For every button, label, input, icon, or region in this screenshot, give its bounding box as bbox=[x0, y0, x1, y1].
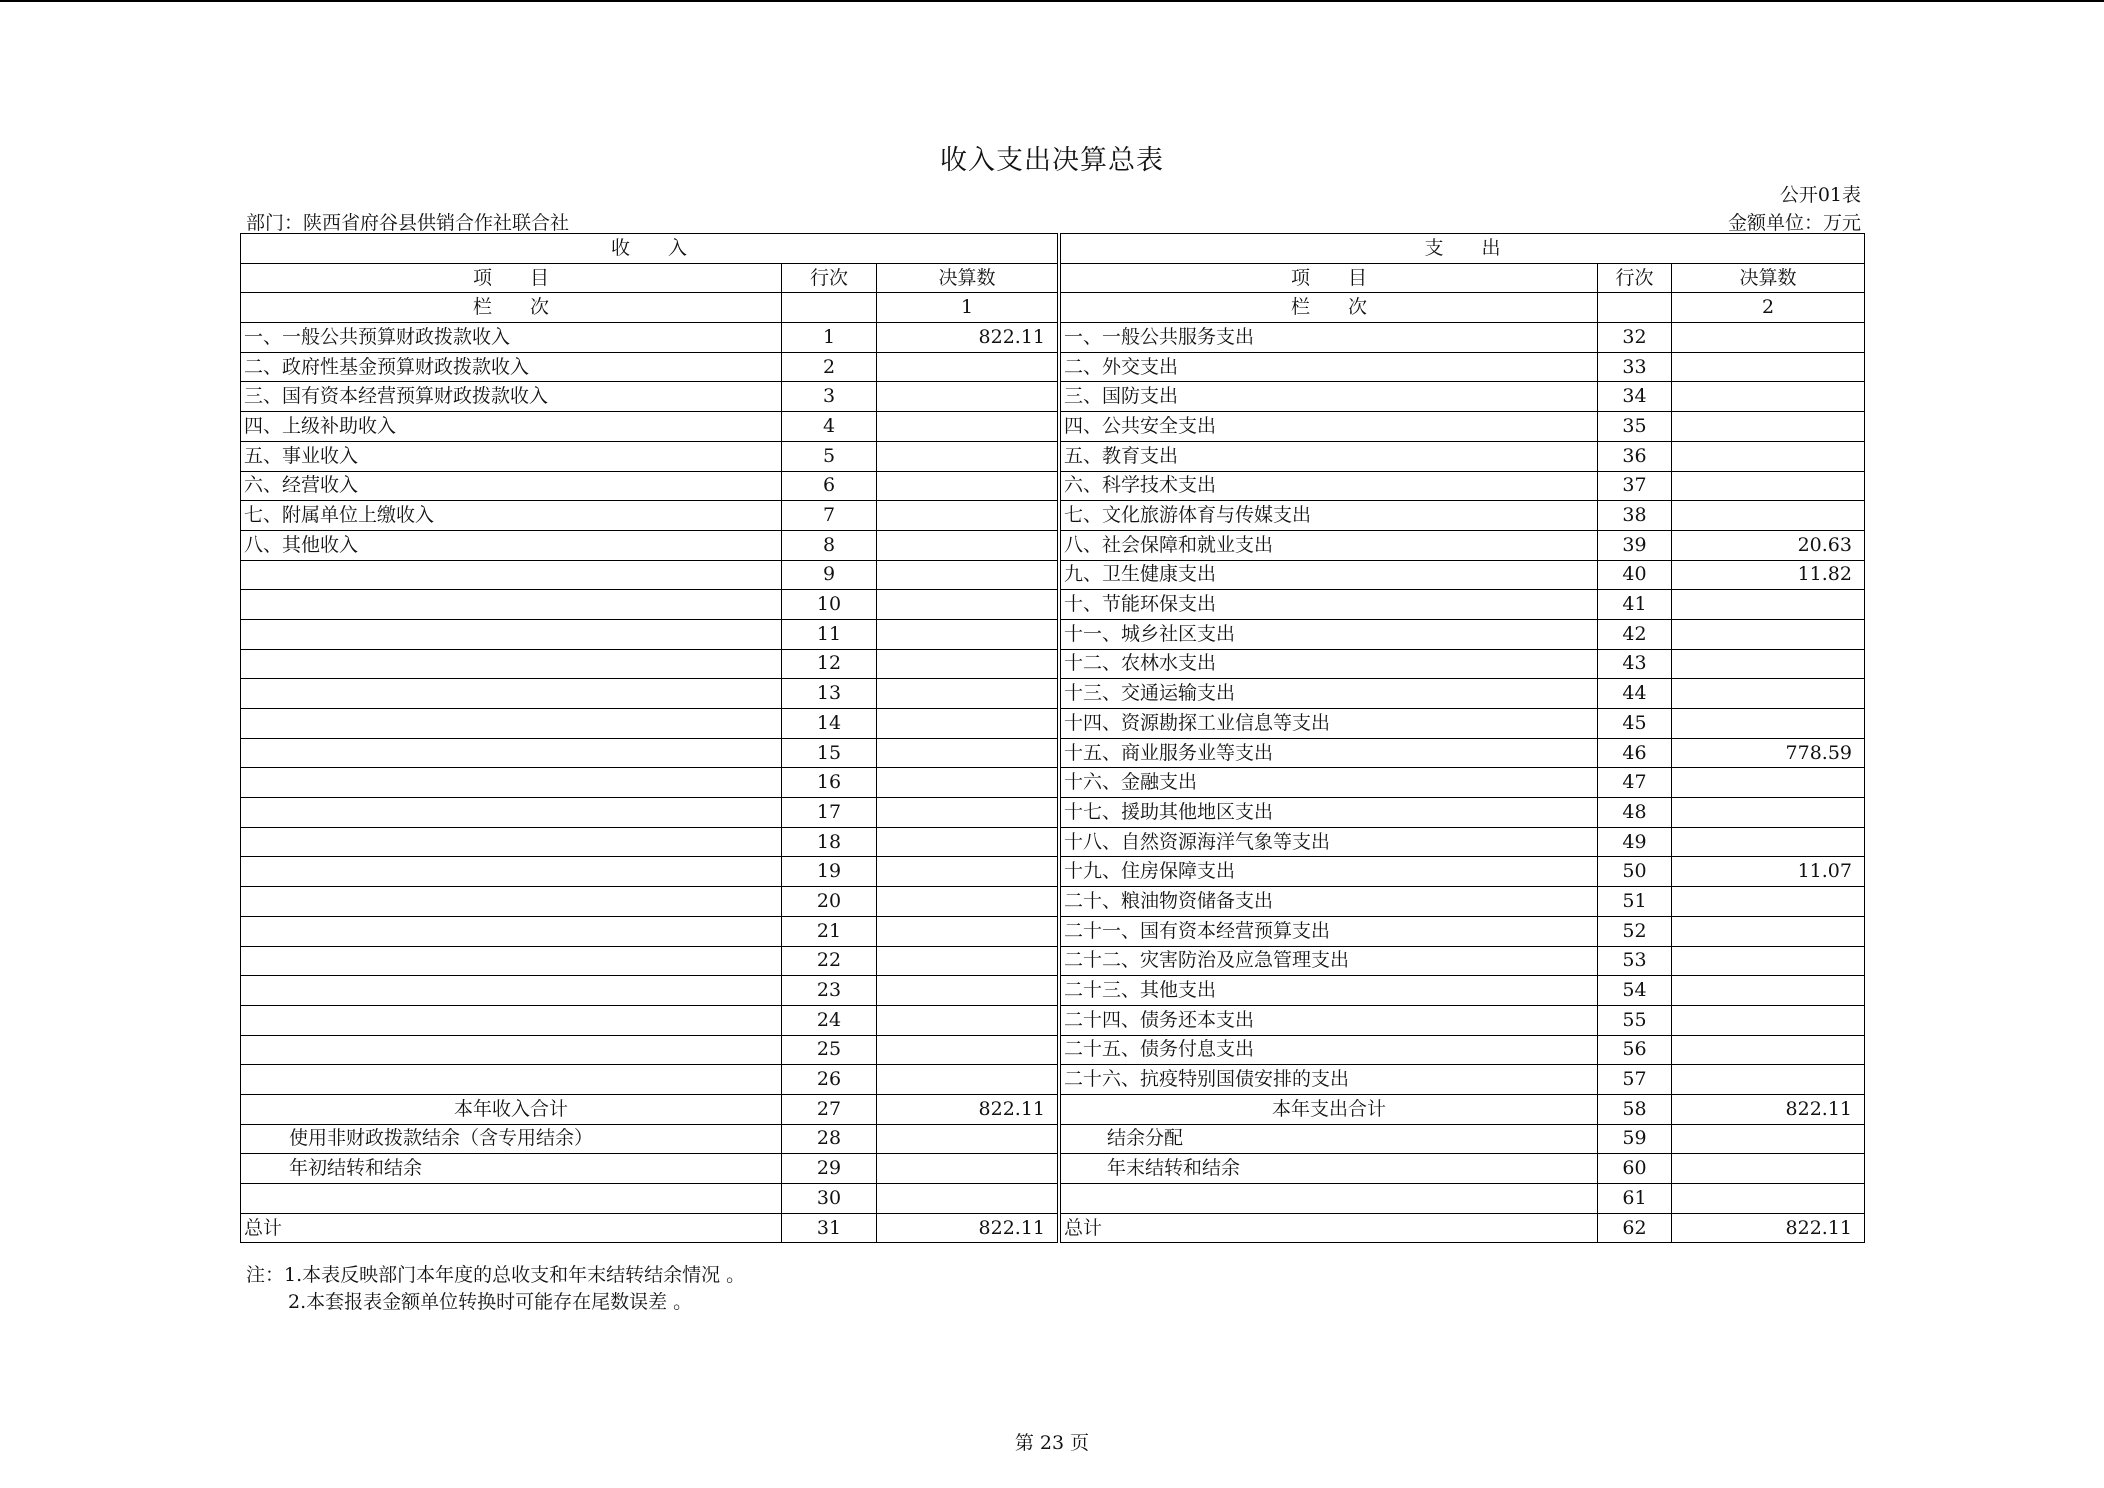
section-header-row bbox=[241, 234, 1865, 264]
expense-item-label: 九、卫生健康支出 bbox=[1061, 560, 1598, 590]
expense-row-number: 41 bbox=[1598, 590, 1672, 620]
grand-expense-no: 62 bbox=[1598, 1213, 1672, 1243]
expense-row-number: 38 bbox=[1598, 501, 1672, 531]
expense-amount bbox=[1672, 471, 1865, 501]
expense-item-label: 二十五、债务付息支出 bbox=[1061, 1035, 1598, 1065]
income-row-number: 7 bbox=[782, 501, 877, 531]
income-lanci-label: 栏 次 bbox=[241, 293, 782, 323]
income-amount bbox=[877, 530, 1058, 560]
income-amount bbox=[877, 590, 1058, 620]
income-row-number: 3 bbox=[782, 382, 877, 412]
income-amount bbox=[877, 382, 1058, 412]
nonfiscal-balance-no: 28 bbox=[782, 1124, 877, 1154]
expense-amount bbox=[1672, 382, 1865, 412]
expense-item-label: 二、外交支出 bbox=[1061, 352, 1598, 382]
expense-item-header: 项 目 bbox=[1061, 263, 1598, 293]
expense-row-number: 32 bbox=[1598, 323, 1672, 353]
page-number: 第 23 页 bbox=[1014, 1432, 1090, 1454]
income-row-number: 12 bbox=[782, 649, 877, 679]
expense-item-label: 五、教育支出 bbox=[1061, 441, 1598, 471]
surplus-distribution-label: 结余分配 bbox=[1061, 1124, 1598, 1154]
income-item-label bbox=[241, 560, 782, 590]
notes bbox=[246, 1262, 745, 1316]
income-row-number: 10 bbox=[782, 590, 877, 620]
income-item-label bbox=[241, 649, 782, 679]
income-item-label bbox=[241, 916, 782, 946]
income-row-number: 22 bbox=[782, 946, 877, 976]
income-amount bbox=[877, 619, 1058, 649]
income-amount bbox=[877, 976, 1058, 1006]
expense-amount bbox=[1672, 352, 1865, 382]
balance-row bbox=[241, 1124, 1865, 1154]
income-item-label bbox=[241, 768, 782, 798]
table-row bbox=[241, 827, 1865, 857]
expense-row-number: 39 bbox=[1598, 530, 1672, 560]
income-amount bbox=[877, 887, 1058, 917]
table-row bbox=[241, 619, 1865, 649]
income-item-label bbox=[241, 619, 782, 649]
surplus-distribution-no: 59 bbox=[1598, 1124, 1672, 1154]
page-title: 收入支出决算总表 bbox=[940, 145, 1164, 176]
income-row-number: 4 bbox=[782, 412, 877, 442]
note-line-2: 2.本套报表金额单位转换时可能存在尾数误差 。 bbox=[288, 1291, 693, 1313]
expense-item-label: 二十一、国有资本经营预算支出 bbox=[1061, 916, 1598, 946]
income-item-label: 四、上级补助收入 bbox=[241, 412, 782, 442]
expense-row-number: 56 bbox=[1598, 1035, 1672, 1065]
expense-amount bbox=[1672, 827, 1865, 857]
expense-amount bbox=[1672, 441, 1865, 471]
expense-row-number: 51 bbox=[1598, 887, 1672, 917]
income-amount bbox=[877, 352, 1058, 382]
grand-income-no: 31 bbox=[782, 1213, 877, 1243]
income-item-label bbox=[241, 798, 782, 828]
expense-amount-header: 决算数 bbox=[1672, 263, 1865, 293]
end-carryover-no: 60 bbox=[1598, 1154, 1672, 1184]
income-amount bbox=[877, 471, 1058, 501]
department-label: 部门：陕西省府谷县供销合作社联合社 bbox=[246, 212, 570, 234]
expense-row-number: 42 bbox=[1598, 619, 1672, 649]
blank-income-amount bbox=[877, 1184, 1058, 1214]
expense-row-number: 52 bbox=[1598, 916, 1672, 946]
expense-item-label: 七、文化旅游体育与传媒支出 bbox=[1061, 501, 1598, 531]
expense-row-header: 行次 bbox=[1598, 263, 1672, 293]
income-row-number: 11 bbox=[782, 619, 877, 649]
income-item-label bbox=[241, 857, 782, 887]
table-row bbox=[241, 1005, 1865, 1035]
expense-item-label: 四、公共安全支出 bbox=[1061, 412, 1598, 442]
table-row bbox=[241, 679, 1865, 709]
table-row bbox=[241, 530, 1865, 560]
expense-item-label: 二十三、其他支出 bbox=[1061, 976, 1598, 1006]
table-row bbox=[241, 1065, 1865, 1095]
expense-amount bbox=[1672, 916, 1865, 946]
expense-amount bbox=[1672, 649, 1865, 679]
expense-amount: 11.07 bbox=[1672, 857, 1865, 887]
grand-income-amount: 822.11 bbox=[877, 1213, 1058, 1243]
expense-row-number: 50 bbox=[1598, 857, 1672, 887]
expense-amount bbox=[1672, 323, 1865, 353]
expense-row-number: 45 bbox=[1598, 709, 1672, 739]
expense-row-number: 49 bbox=[1598, 827, 1672, 857]
income-amount bbox=[877, 946, 1058, 976]
table-row bbox=[241, 768, 1865, 798]
expense-lanci-number: 2 bbox=[1672, 293, 1865, 323]
table-code: 公开01表 bbox=[1779, 184, 1861, 206]
expense-row-number: 48 bbox=[1598, 798, 1672, 828]
begin-carryover-no: 29 bbox=[782, 1154, 877, 1184]
begin-carryover-label: 年初结转和结余 bbox=[241, 1154, 782, 1184]
grand-income-label: 总计 bbox=[241, 1213, 782, 1243]
year-income-total-no: 27 bbox=[782, 1094, 877, 1124]
expense-row-number: 35 bbox=[1598, 412, 1672, 442]
expense-item-label: 二十四、债务还本支出 bbox=[1061, 1005, 1598, 1035]
expense-item-label: 十九、住房保障支出 bbox=[1061, 857, 1598, 887]
income-row-number: 17 bbox=[782, 798, 877, 828]
expense-amount bbox=[1672, 768, 1865, 798]
expense-amount: 778.59 bbox=[1672, 738, 1865, 768]
expense-row-number: 53 bbox=[1598, 946, 1672, 976]
expense-amount bbox=[1672, 412, 1865, 442]
table-row bbox=[241, 798, 1865, 828]
table-row bbox=[241, 471, 1865, 501]
income-row-number: 14 bbox=[782, 709, 877, 739]
income-lanci-number: 1 bbox=[877, 293, 1058, 323]
expense-item-label: 六、科学技术支出 bbox=[1061, 471, 1598, 501]
expense-item-label: 二十、粮油物资储备支出 bbox=[1061, 887, 1598, 917]
expense-item-label: 十八、自然资源海洋气象等支出 bbox=[1061, 827, 1598, 857]
income-row-number: 8 bbox=[782, 530, 877, 560]
expense-amount bbox=[1672, 1035, 1865, 1065]
income-amount bbox=[877, 649, 1058, 679]
expense-row-number: 54 bbox=[1598, 976, 1672, 1006]
expense-amount: 11.82 bbox=[1672, 560, 1865, 590]
table-row bbox=[241, 501, 1865, 531]
expense-amount bbox=[1672, 709, 1865, 739]
expense-row-number: 57 bbox=[1598, 1065, 1672, 1095]
income-amount: 822.11 bbox=[877, 323, 1058, 353]
income-amount bbox=[877, 738, 1058, 768]
expense-row-number: 40 bbox=[1598, 560, 1672, 590]
expense-row-number: 55 bbox=[1598, 1005, 1672, 1035]
income-item-label: 一、一般公共预算财政拨款收入 bbox=[241, 323, 782, 353]
income-item-label: 三、国有资本经营预算财政拨款收入 bbox=[241, 382, 782, 412]
end-carryover-label: 年末结转和结余 bbox=[1061, 1154, 1598, 1184]
table-row bbox=[241, 382, 1865, 412]
blank-income-no: 30 bbox=[782, 1184, 877, 1214]
column-header-row bbox=[241, 263, 1865, 293]
expense-section-header: 支 出 bbox=[1061, 234, 1865, 264]
blank-income-label bbox=[241, 1184, 782, 1214]
income-amount bbox=[877, 798, 1058, 828]
lanci-row bbox=[241, 293, 1865, 323]
income-item-label bbox=[241, 827, 782, 857]
income-expense-table bbox=[240, 233, 1865, 1243]
end-carryover-amount bbox=[1672, 1154, 1865, 1184]
income-item-label: 八、其他收入 bbox=[241, 530, 782, 560]
income-item-label bbox=[241, 887, 782, 917]
top-border bbox=[0, 0, 2104, 2]
expense-item-label: 十七、援助其他地区支出 bbox=[1061, 798, 1598, 828]
income-row-number: 2 bbox=[782, 352, 877, 382]
expense-amount bbox=[1672, 887, 1865, 917]
blank-expense-amount bbox=[1672, 1184, 1865, 1214]
table-row bbox=[241, 323, 1865, 353]
expense-amount bbox=[1672, 501, 1865, 531]
grand-total-row bbox=[241, 1213, 1865, 1243]
income-row-number: 16 bbox=[782, 768, 877, 798]
income-amount-header: 决算数 bbox=[877, 263, 1058, 293]
income-amount bbox=[877, 827, 1058, 857]
expense-item-label: 十四、资源勘探工业信息等支出 bbox=[1061, 709, 1598, 739]
income-amount bbox=[877, 679, 1058, 709]
expense-row-number: 36 bbox=[1598, 441, 1672, 471]
expense-amount bbox=[1672, 590, 1865, 620]
year-income-total-label: 本年收入合计 bbox=[241, 1094, 782, 1124]
blank-expense-no: 61 bbox=[1598, 1184, 1672, 1214]
income-row-header: 行次 bbox=[782, 263, 877, 293]
expense-item-label: 二十六、抗疫特别国债安排的支出 bbox=[1061, 1065, 1598, 1095]
income-item-header: 项 目 bbox=[241, 263, 782, 293]
expense-amount bbox=[1672, 679, 1865, 709]
table-row bbox=[241, 412, 1865, 442]
income-section-header: 收 入 bbox=[241, 234, 1058, 264]
income-item-label bbox=[241, 976, 782, 1006]
year-income-total-amount: 822.11 bbox=[877, 1094, 1058, 1124]
income-item-label bbox=[241, 679, 782, 709]
expense-row-number: 34 bbox=[1598, 382, 1672, 412]
table-row bbox=[241, 649, 1865, 679]
expense-item-label: 三、国防支出 bbox=[1061, 382, 1598, 412]
expense-amount bbox=[1672, 619, 1865, 649]
income-lanci-blank bbox=[782, 293, 877, 323]
begin-carryover-amount bbox=[877, 1154, 1058, 1184]
table-row bbox=[241, 1035, 1865, 1065]
expense-item-label: 一、一般公共服务支出 bbox=[1061, 323, 1598, 353]
income-amount bbox=[877, 501, 1058, 531]
year-expense-total-no: 58 bbox=[1598, 1094, 1672, 1124]
expense-item-label: 十三、交通运输支出 bbox=[1061, 679, 1598, 709]
table-row bbox=[241, 946, 1865, 976]
expense-row-number: 43 bbox=[1598, 649, 1672, 679]
blank-row bbox=[241, 1184, 1865, 1214]
expense-row-number: 46 bbox=[1598, 738, 1672, 768]
income-amount bbox=[877, 560, 1058, 590]
table-row bbox=[241, 916, 1865, 946]
income-row-number: 1 bbox=[782, 323, 877, 353]
table-row bbox=[241, 709, 1865, 739]
table-row bbox=[241, 352, 1865, 382]
income-row-number: 6 bbox=[782, 471, 877, 501]
income-item-label bbox=[241, 709, 782, 739]
income-row-number: 21 bbox=[782, 916, 877, 946]
expense-item-label: 十一、城乡社区支出 bbox=[1061, 619, 1598, 649]
expense-item-label: 十六、金融支出 bbox=[1061, 768, 1598, 798]
income-row-number: 25 bbox=[782, 1035, 877, 1065]
expense-item-label: 十五、商业服务业等支出 bbox=[1061, 738, 1598, 768]
expense-item-label: 八、社会保障和就业支出 bbox=[1061, 530, 1598, 560]
blank-expense-label bbox=[1061, 1184, 1598, 1214]
income-item-label: 六、经营收入 bbox=[241, 471, 782, 501]
income-row-number: 18 bbox=[782, 827, 877, 857]
income-row-number: 20 bbox=[782, 887, 877, 917]
expense-amount bbox=[1672, 798, 1865, 828]
income-row-number: 19 bbox=[782, 857, 877, 887]
expense-amount bbox=[1672, 1065, 1865, 1095]
income-row-number: 13 bbox=[782, 679, 877, 709]
income-item-label bbox=[241, 738, 782, 768]
expense-row-number: 33 bbox=[1598, 352, 1672, 382]
expense-amount: 20.63 bbox=[1672, 530, 1865, 560]
unit-label: 金额单位：万元 bbox=[1727, 212, 1861, 234]
income-amount bbox=[877, 857, 1058, 887]
income-amount bbox=[877, 768, 1058, 798]
expense-amount bbox=[1672, 1005, 1865, 1035]
income-item-label: 二、政府性基金预算财政拨款收入 bbox=[241, 352, 782, 382]
table-row bbox=[241, 887, 1865, 917]
income-amount bbox=[877, 441, 1058, 471]
income-item-label bbox=[241, 1065, 782, 1095]
expense-amount bbox=[1672, 976, 1865, 1006]
note-line-1: 注：1.本表反映部门本年度的总收支和年末结转结余情况 。 bbox=[246, 1264, 746, 1286]
income-item-label: 七、附属单位上缴收入 bbox=[241, 501, 782, 531]
table-row bbox=[241, 441, 1865, 471]
table-row bbox=[241, 590, 1865, 620]
income-row-number: 9 bbox=[782, 560, 877, 590]
expense-row-number: 44 bbox=[1598, 679, 1672, 709]
table-row bbox=[241, 560, 1865, 590]
year-total-row bbox=[241, 1094, 1865, 1124]
expense-row-number: 47 bbox=[1598, 768, 1672, 798]
nonfiscal-balance-label: 使用非财政拨款结余（含专用结余） bbox=[241, 1124, 782, 1154]
carryover-row bbox=[241, 1154, 1865, 1184]
income-row-number: 15 bbox=[782, 738, 877, 768]
expense-amount bbox=[1672, 946, 1865, 976]
income-amount bbox=[877, 709, 1058, 739]
surplus-distribution-amount bbox=[1672, 1124, 1865, 1154]
income-amount bbox=[877, 916, 1058, 946]
grand-expense-label: 总计 bbox=[1061, 1213, 1598, 1243]
expense-item-label: 十二、农林水支出 bbox=[1061, 649, 1598, 679]
income-amount bbox=[877, 1035, 1058, 1065]
expense-item-label: 二十二、灾害防治及应急管理支出 bbox=[1061, 946, 1598, 976]
table-row bbox=[241, 857, 1865, 887]
income-item-label bbox=[241, 946, 782, 976]
table-row bbox=[241, 976, 1865, 1006]
table-row bbox=[241, 738, 1865, 768]
income-amount bbox=[877, 412, 1058, 442]
income-item-label bbox=[241, 1035, 782, 1065]
expense-lanci-label: 栏 次 bbox=[1061, 293, 1598, 323]
income-row-number: 24 bbox=[782, 1005, 877, 1035]
year-expense-total-label: 本年支出合计 bbox=[1061, 1094, 1598, 1124]
income-row-number: 5 bbox=[782, 441, 877, 471]
grand-expense-amount: 822.11 bbox=[1672, 1213, 1865, 1243]
year-expense-total-amount: 822.11 bbox=[1672, 1094, 1865, 1124]
nonfiscal-balance-amount bbox=[877, 1124, 1058, 1154]
income-row-number: 26 bbox=[782, 1065, 877, 1095]
income-item-label bbox=[241, 1005, 782, 1035]
income-amount bbox=[877, 1005, 1058, 1035]
expense-lanci-blank bbox=[1598, 293, 1672, 323]
income-item-label: 五、事业收入 bbox=[241, 441, 782, 471]
expense-item-label: 十、节能环保支出 bbox=[1061, 590, 1598, 620]
income-amount bbox=[877, 1065, 1058, 1095]
income-row-number: 23 bbox=[782, 976, 877, 1006]
expense-row-number: 37 bbox=[1598, 471, 1672, 501]
income-item-label bbox=[241, 590, 782, 620]
